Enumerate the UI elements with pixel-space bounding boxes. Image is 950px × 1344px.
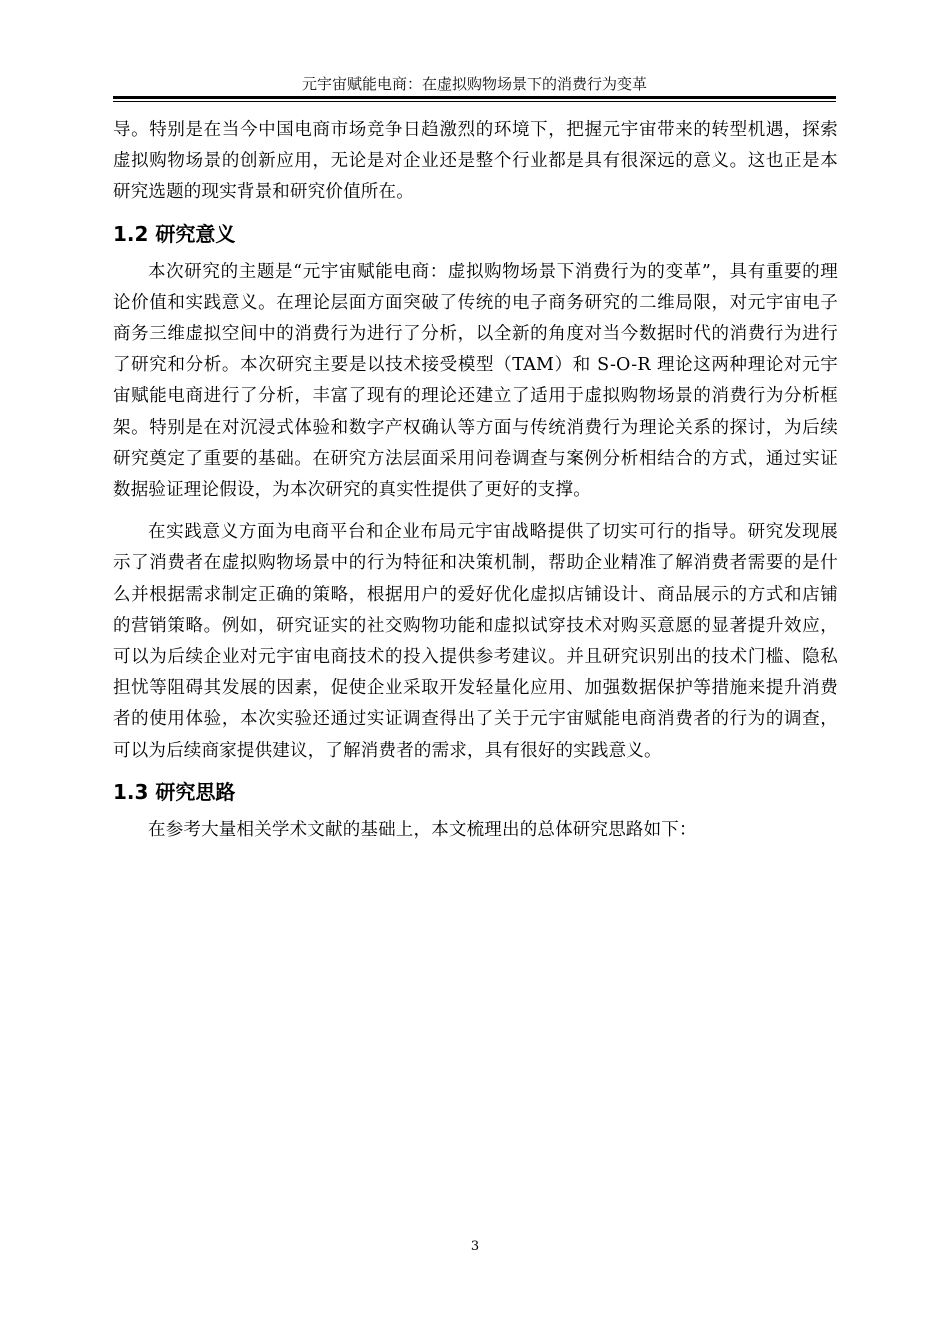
page-number: 3 (470, 1239, 480, 1254)
paragraph-theoretical-significance: 本次研究的主题是“元宇宙赋能电商：虚拟购物场景下消费行为的变革”，具有重要的理论价值和实践意义。在理论层面方面突破了传统的电子商务研究的二维局限，对元宇宙电子商务三维虚拟空间中的消费行为进行了分析，以全新的角度对当今数据时代的消费行为进行了研究和分析。本次研究主要是以技术接受模型（TAM）和 S-O-R 理论这两种理论对元宇宙赋能电商进行了分析，丰富了现有的理论还建立了适用于虚拟购物场景的消费行为分析框架。特别是在对沉浸式体验和数字产权确认等方面与传统消费行为理论关系的探讨，为后续研究奠定了重要的基础。在研究方法层面采用问卷调查与案例分析相结合的方式，通过实证数据验证理论假设，为本次研究的真实性提供了更好的支撑。 (113, 261, 838, 501)
header-rule-thin (113, 101, 836, 102)
header-rule-thick (113, 96, 836, 99)
paragraph-practical-significance: 在实践意义方面为电商平台和企业布局元宇宙战略提供了切实可行的指导。研究发现展示了消费者在虚拟购物场景中的行为特征和决策机制，帮助企业精准了解消费者需要的是什么并根据需求制定正确的策略，根据用户的爱好优化虚拟店铺设计、商品展示的方式和店铺的营销策略。例如，研究证实的社交购物功能和虚拟试穿技术对购买意愿的显著提升效应，可以为后续企业对元宇宙电商技术的投入提供参考建议。并且研究识别出的技术门槛、隐私担忧等阻碍其发展的因素，促使企业采取开发轻量化应用、加强数据保护等措施来提升消费者的使用体验，本次实验还通过实证调查得出了关于元宇宙赋能电商消费者的行为的调查，可以为后续商家提供建议，了解消费者的需求，具有很好的实践意义。 (113, 522, 838, 761)
section-heading-1-3: 1.3 研究思路 (113, 779, 236, 804)
continued-paragraph: 导。特别是在当今中国电商市场竞争日趋激烈的环境下，把握元宇宙带来的转型机遇，探索虚拟购物场景的创新应用，无论是对企业还是整个行业都是具有很深远的意义。这也正是本研究选题的现实背景和研究价值所在。 (113, 120, 838, 203)
section-heading-1-2: 1.2 研究意义 (113, 221, 236, 246)
running-header: 元宇宙赋能电商：在虚拟购物场景下的消费行为变革 (301, 75, 647, 93)
paragraph-research-approach: 在参考大量相关学术文献的基础上，本文梳理出的总体研究思路如下： (148, 819, 697, 840)
page-body (113, 115, 838, 846)
